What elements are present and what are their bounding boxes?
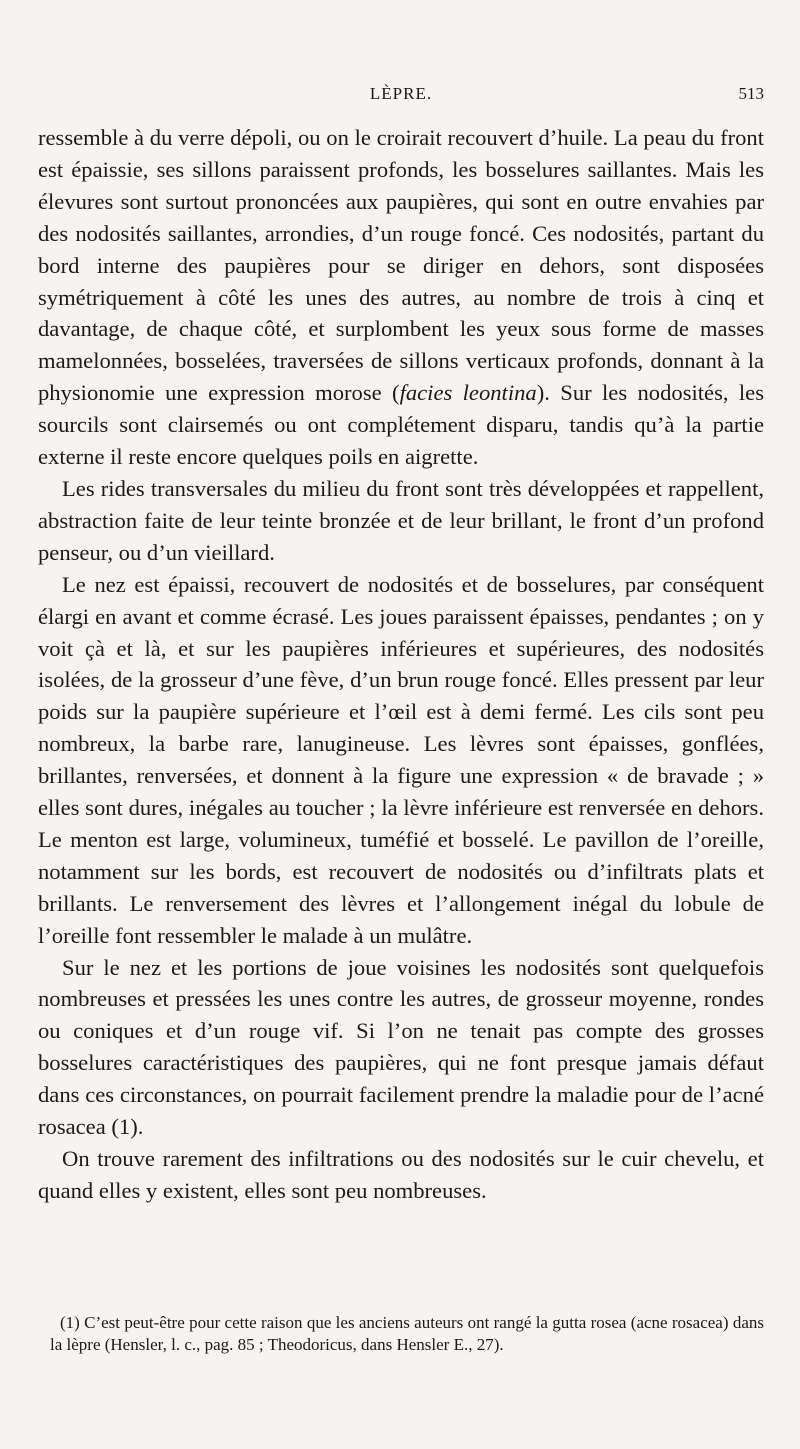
page-number: 513 [738, 84, 764, 103]
paragraph-1-text-a: ressemble à du verre dépoli, ou on le croirait recouvert d’huile. La peau du front est épaissie, ses sillons paraissent profonds, les bosselures saillantes. Mais les élevures sont surtout prononcées aux paupières, qui sont en outre envahies par des nodosités saillantes, arrondies, d’un rouge foncé. Ces nodosités, partant du bord interne des paupières pour se diriger en dehors, sont disposées symétriquement à côté les unes des autres, au nombre de trois à cinq et davantage, de chaque côté, et surplombent les yeux sous forme de masses mamelonnées, bosselées, traversées de sillons verticaux profonds, donnant à la physionomie une expression morose ( [38, 125, 764, 406]
paragraph-1-text-b: ). Sur les nodosités, les sourcils sont clairsemés ou ont complétement disparu, tandis qu’à la partie externe il reste encore quelques poils en aigrette. [38, 380, 764, 470]
running-head [38, 84, 764, 108]
paragraph-5: On trouve rarement des infiltrations ou des nodosités sur le cuir chevelu, et quand elles y existent, elles sont peu nombreuses. [38, 1146, 764, 1203]
running-title: LÈPRE. [369, 84, 433, 103]
paragraph-3: Le nez est épaissi, recouvert de nodosités et de bosselures, par conséquent élargi en avant et comme écrasé. Les joues paraissent épaisses, pendantes ; on y voit çà et là, et sur les paupières inférieures et supérieures, des nodosités isolées, de la grosseur d’une fève, d’un brun rouge foncé. Elles pressent par leur poids sur la paupière supérieure et l’œil est à demi fermé. Les cils sont peu nombreux, la barbe rare, lanugineuse. Les lèvres sont épaisses, gonflées, brillantes, renversées, et donnent à la figure une expression « de bravade ; » elles sont dures, inégales au toucher ; la lèvre inférieure est renversée en dehors. Le menton est large, volumineux, tuméfié et bosselé. Le pavillon de l’oreille, notamment sur les bords, est recouvert de nodosités ou d’infiltrats plats et brillants. Le renversement des lèvres et l’allongement inégal du lobule de l’oreille font ressembler le malade à un mulâtre. [38, 571, 764, 948]
body-text [38, 122, 764, 1207]
facies-leontina-term: facies leontina [399, 380, 537, 406]
paragraph-1 [38, 122, 764, 473]
paragraph-4: Sur le nez et les portions de joue voisines les nodosités sont quelquefois nombreuses et pressées les unes contre les autres, de grosseur moyenne, rondes ou coniques et d’un rouge vif. Si l’on ne tenait pas compte des grosses bosselures caractéristiques des paupières, qui ne font presque jamais défaut dans ces circonstances, on pourrait facilement prendre la maladie pour de l’acné rosacea (1). [38, 954, 764, 1140]
paragraph-2: Les rides transversales du milieu du front sont très développées et rappellent, abstraction faite de leur teinte bronzée et de leur brillant, le front d’un profond penseur, ou d’un vieillard. [38, 475, 764, 565]
footnote: (1) C’est peut-être pour cette raison que les anciens auteurs ont rangé la gutta rosea (acne rosacea) dans la lèpre (Hensler, l. c., pag. 85 ; Theodoricus, dans Hensler E., 27). [50, 1313, 764, 1354]
